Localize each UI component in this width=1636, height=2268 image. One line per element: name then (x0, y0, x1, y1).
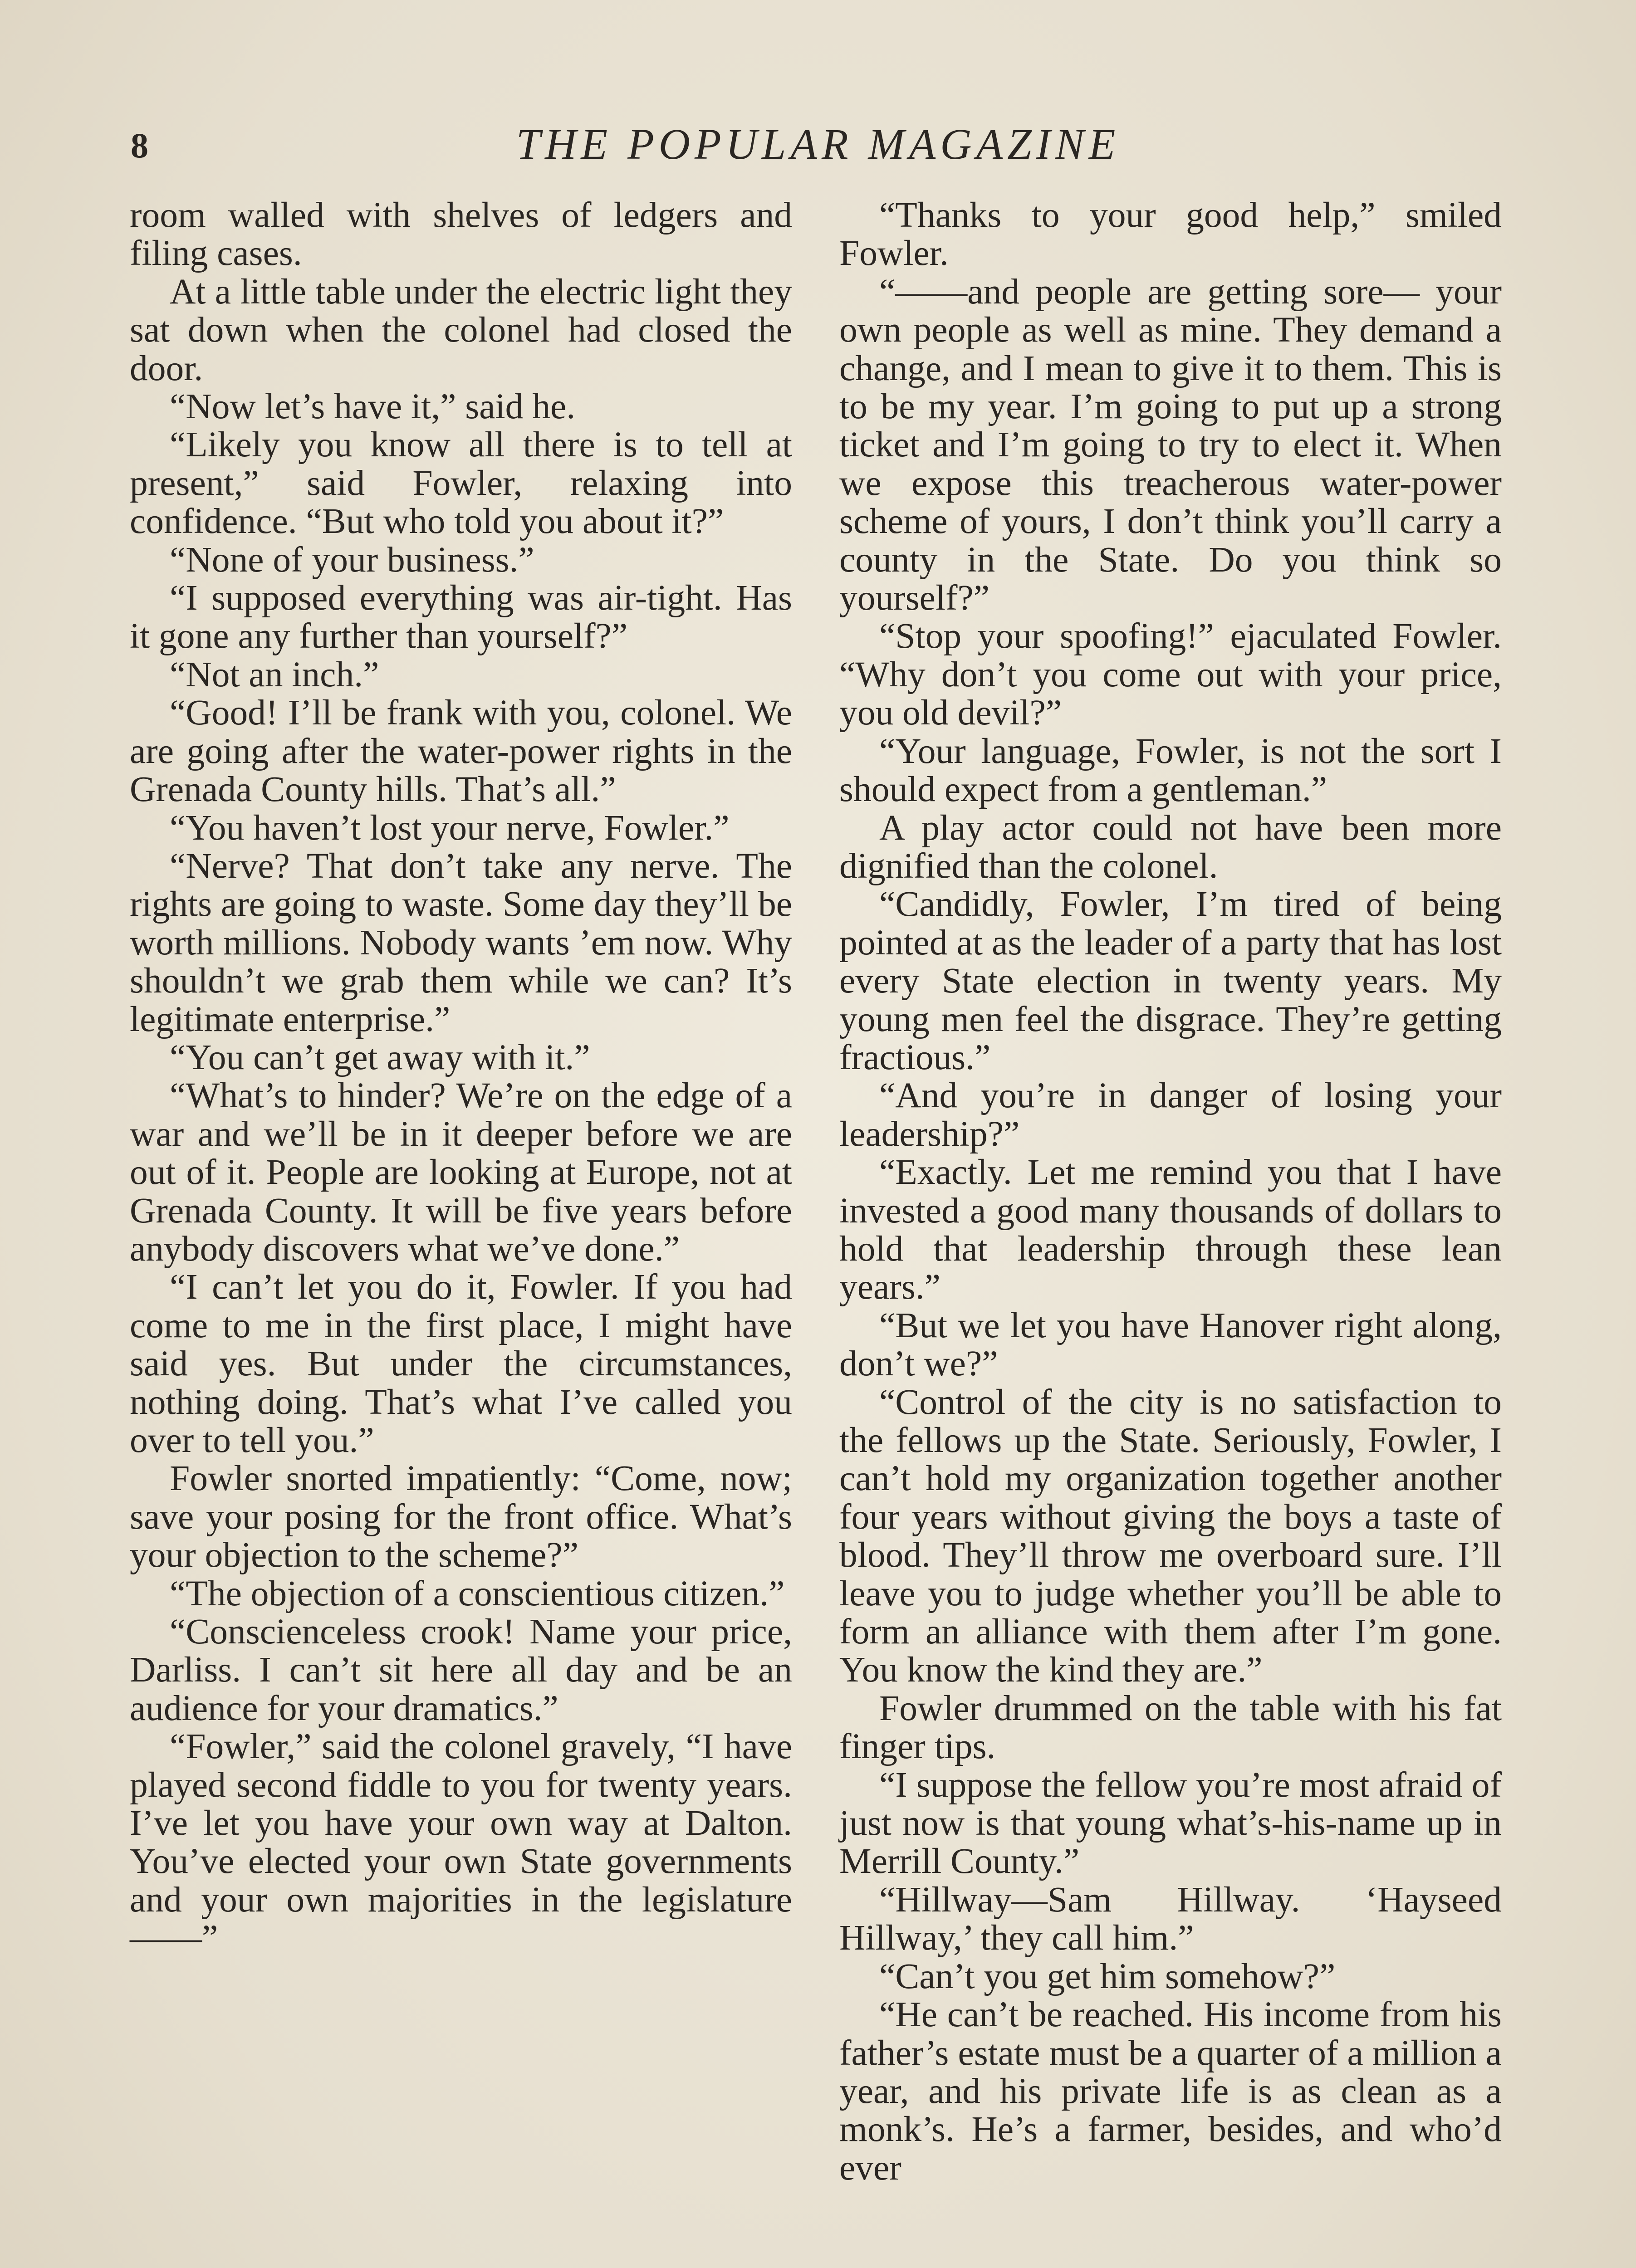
paragraph: “Thanks to your good help,” smiled Fowler. (839, 195, 1502, 274)
paragraph: “Control of the city is no satisfaction to the fellows up the State. Seriously, Fowler, I can’t hold my organization together another four years without giving the boys a taste of blood. They’ll throw me overboard sure. I’ll leave you to judge whether you’ll be able to form an alliance with them after I’m gone. You know the kind they are.” (839, 1382, 1502, 1690)
paragraph: “Candidly, Fowler, I’m tired of being pointed at as the leader of a party that has lost every State election in twenty years. My young men feel the disgrace. They’re getting fractious.” (839, 884, 1502, 1077)
paragraph: “Now let’s have it,” said he. (170, 386, 576, 427)
paragraph: “Likely you know all there is to tell at present,” said Fowler, relaxing into confidence. “But who told you about it?” (130, 425, 792, 542)
paragraph: “What’s to hinder? We’re on the edge of a war and we’ll be in it deeper before we are out of it. People are looking at Europe, not at Grenada County. It will be five years before anybody discovers what we’ve done.” (130, 1075, 792, 1269)
paragraph: “I suppose the fellow you’re most afraid of just now is that young what’s-his-name up in Merrill County.” (839, 1765, 1502, 1882)
paragraph: “Fowler,” said the colonel gravely, “I have played second fiddle to you for twenty years. I’ve let you have your own way at Dalton. You’ve elected your own State governments and your own majorities in the legislature——” (130, 1726, 792, 1958)
paragraph: At a little table under the electric light they sat down when the colonel had closed the door. (130, 271, 792, 388)
paragraph: “You can’t get away with it.” (170, 1037, 590, 1077)
paragraph: “None of your business.” (170, 539, 534, 580)
paragraph: “But we let you have Hanover right along, don’t we?” (839, 1305, 1502, 1384)
paragraph: “Stop your spoofing!” ejaculated Fowler. “Why don’t you come out with your price, you old devil?” (839, 616, 1502, 733)
paragraph: Fowler drummed on the table with his fat finger tips. (839, 1688, 1502, 1767)
paragraph: “Your language, Fowler, is not the sort I should expect from a gentleman.” (839, 731, 1502, 810)
paragraph: “The objection of a conscientious citizen.” (170, 1573, 785, 1613)
page-number: 8 (131, 126, 149, 165)
paragraph: “——and people are getting sore— your own people as well as mine. They demand a change, and I mean to give it to them. This is to be my year. I’m going to put up a strong ticket and I’m going to try to elect it. When we expose this treacherous water-power scheme of yours, I don’t think you’ll carry a county in the State. Do you think so yourself?” (839, 271, 1502, 618)
left-text-column (130, 196, 792, 1957)
paragraph: “I can’t let you do it, Fowler. If you had come to me in the first place, I might have said yes. But under the circumstances, nothing doing. That’s what I’ve called you over to tell you.” (130, 1267, 792, 1460)
paragraph: “Nerve? That don’t take any nerve. The rights are going to waste. Some day they’ll be worth millions. Nobody wants ’em now. Why shouldn’t we grab them while we can? It’s legitimate enterprise.” (130, 846, 792, 1039)
paragraph: “Not an inch.” (170, 654, 379, 694)
paragraph: “Can’t you get him somehow?” (879, 1956, 1336, 1996)
paragraph: “Exactly. Let me remind you that I have invested a good many thousands of dollars to hold that leadership through these lean years.” (839, 1152, 1502, 1307)
paragraph: “He can’t be reached. His income from his father’s estate must be a quarter of a million a year, and his private life is as clean as a monk’s. He’s a farmer, besides, and who’d ever (839, 1994, 1502, 2188)
page-header (131, 119, 1505, 173)
paragraph: room walled with shelves of ledgers and filing cases. (130, 195, 792, 274)
paragraph: “You haven’t lost your nerve, Fowler.” (170, 807, 730, 848)
right-text-column (839, 196, 1502, 2187)
paragraph: Fowler snorted impatiently: “Come, now; save your posing for the front office. What’s your objection to the scheme?” (130, 1458, 792, 1575)
paragraph: A play actor could not have been more dignified than the colonel. (839, 807, 1502, 886)
paragraph: “Hillway—Sam Hillway. ‘Hayseed Hillway,’ they call him.” (839, 1879, 1502, 1958)
paragraph: “Good! I’ll be frank with you, colonel. We are going after the water-power rights in the Grenada County hills. That’s all.” (130, 693, 792, 810)
paragraph: “I supposed everything was air-tight. Has it gone any further than yourself?” (130, 578, 792, 656)
paragraph: “And you’re in danger of losing your leadership?” (839, 1075, 1502, 1154)
running-title: THE POPULAR MAGAZINE (516, 120, 1120, 168)
paragraph: “Conscienceless crook! Name your price, Darliss. I can’t sit here all day and be an audience for your dramatics.” (130, 1612, 792, 1728)
